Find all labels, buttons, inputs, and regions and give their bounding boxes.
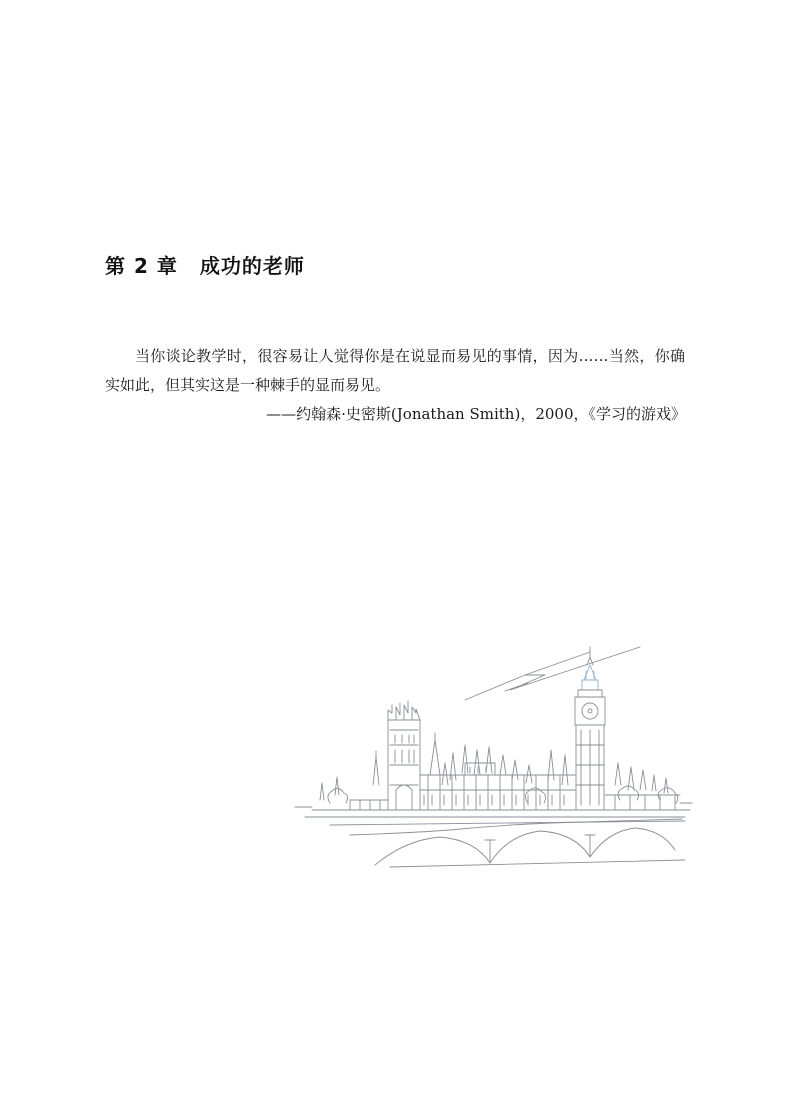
london-skyline-illustration: [290, 635, 695, 870]
sky-streaks: [465, 647, 640, 700]
epigraph-attribution: ——约翰森·史密斯(Jonathan Smith)，2000，《学习的游戏》: [266, 405, 686, 423]
epigraph-quote: 当你谈论教学时，很容易让人觉得你是在说显而易见的事情，因为……当然，你确实如此，但其实这是一种棘手的显而易见。: [105, 347, 685, 394]
victoria-tower: [388, 701, 420, 810]
chapter-heading: [105, 250, 305, 279]
palace-body: [295, 763, 692, 810]
bridge: [305, 817, 685, 867]
chapter-title: 成功的老师: [199, 254, 305, 278]
clock-tower: [572, 647, 608, 810]
chapter-number: 第 2 章: [105, 254, 178, 278]
